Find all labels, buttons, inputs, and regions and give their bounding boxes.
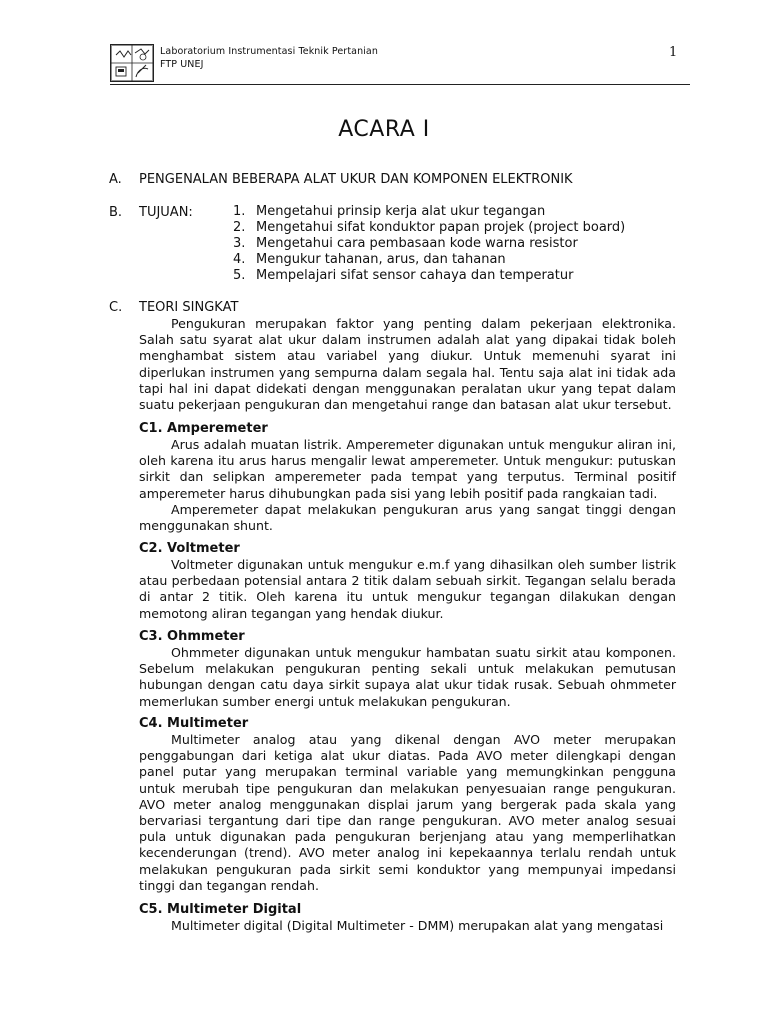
faculty-name: FTP UNEJ bbox=[160, 59, 204, 70]
section-a-heading: PENGENALAN BEBERAPA ALAT UKUR DAN KOMPONEN ELEKTRONIK bbox=[139, 172, 573, 187]
list-item: 5. Mempelajari sifat sensor cahaya dan temperatur bbox=[233, 268, 574, 283]
header-text bbox=[160, 45, 378, 71]
section-a-letter: A. bbox=[109, 172, 122, 187]
document-title: ACARA I bbox=[338, 117, 430, 142]
list-item: 4. Mengukur tahanan, arus, dan tahanan bbox=[233, 252, 506, 267]
c2-heading: C2. Voltmeter bbox=[139, 541, 240, 556]
section-c-heading: TEORI SINGKAT bbox=[139, 300, 239, 315]
list-item: 2. Mengetahui sifat konduktor papan projek (project board) bbox=[233, 220, 626, 235]
section-c-letter: C. bbox=[109, 300, 123, 315]
c2-body: Voltmeter digunakan untuk mengukur e.m.f yang dihasilkan oleh sumber listrik atau perbedaan potensial antara 2 titik dalam sebuah sirkit. Tegangan selalu berada di antar 2 titik. Oleh karena itu untuk mengukur tegangan dilakukan dengan memotong aliran tegangan yang hendak diukur. bbox=[139, 557, 676, 621]
list-item: 3. Mengetahui cara pembasaan kode warna resistor bbox=[233, 236, 578, 251]
objectives-list bbox=[233, 204, 625, 284]
header-divider bbox=[110, 84, 690, 85]
intro-paragraph: Pengukuran merupakan faktor yang penting dalam pekerjaan elektronika. Salah satu syarat alat ukur dalam instrumen adalah alat yang dipakai tidak boleh menghambat sistem atau variabel yang diukur. Untuk memenuhi syarat ini diperlukan instrumen yang sempurna dalam segala hal. Tentu saja alat ini tidak ada tapi hal ini dapat didekati dengan menggunakan peralatan ukur yang tepat dalam suatu pekerjaan pengukuran dan mengetahui range dan batasan alat ukur tersebut. bbox=[139, 316, 676, 413]
c4-heading: C4. Multimeter bbox=[139, 716, 249, 731]
c3-heading: C3. Ohmmeter bbox=[139, 629, 245, 644]
c1-heading: C1. Amperemeter bbox=[139, 421, 268, 436]
c5-body: Multimeter digital (Digital Multimeter - DMM) merupakan alat yang mengatasi bbox=[171, 918, 664, 933]
lab-logo bbox=[110, 44, 154, 82]
c1-body: Arus adalah muatan listrik. Amperemeter digunakan untuk mengukur aliran ini, oleh karena itu arus harus mengalir lewat amperemeter. Untuk mengukur: putuskan sirkit dan selipkan amperemeter pada tempat yang terputus. Terminal positif amperemeter harus dihubungkan pada sisi yang lebih positif pada rangkaian tadi. Amperemeter dapat melakukan pengukuran arus yang sangat tinggi dengan menggunakan shunt. bbox=[139, 437, 676, 534]
page-number: 1 bbox=[669, 45, 678, 60]
c4-body: Multimeter analog atau yang dikenal dengan AVO meter merupakan penggabungan dari ketiga alat ukur diatas. Pada AVO meter dilengkapi dengan panel putar yang merupakan terminal variable yang memungkinkan pengguna untuk merubah tipe pengukuran dan melakukan penyesuaian range pengukuran. AVO meter analog menggunakan displai jarum yang bergerak pada skala yang bervariasi tergantung dari tipe dan range pengukuran. AVO meter analog sesuai pula untuk digunakan pada pengukuran berjenjang atau yang memperlihatkan kecenderungan (trend). AVO meter analog ini kepekaannya terlalu rendah untuk melakukan pengukuran pada sirkit semi konduktor yang mempunyai impedansi tinggi dan tegangan rendah. bbox=[139, 732, 676, 893]
c5-heading: C5. Multimeter Digital bbox=[139, 902, 302, 917]
lab-name: Laboratorium Instrumentasi Teknik Pertanian bbox=[160, 46, 378, 57]
section-b-letter: B. bbox=[109, 205, 123, 220]
lab-logo-icon bbox=[111, 45, 153, 81]
section-b-heading: TUJUAN: bbox=[139, 205, 193, 220]
list-item: 1. Mengetahui prinsip kerja alat ukur tegangan bbox=[233, 204, 546, 219]
c3-body: Ohmmeter digunakan untuk mengukur hambatan suatu sirkit atau komponen. Sebelum melakukan pengukuran penting sekali untuk melakukan pemutusan hubungan dengan catu daya sirkit supaya alat ukur tidak rusak. Sebuah ohmmeter memerlukan sumber energi untuk melakukan pengukuran. bbox=[139, 645, 676, 709]
